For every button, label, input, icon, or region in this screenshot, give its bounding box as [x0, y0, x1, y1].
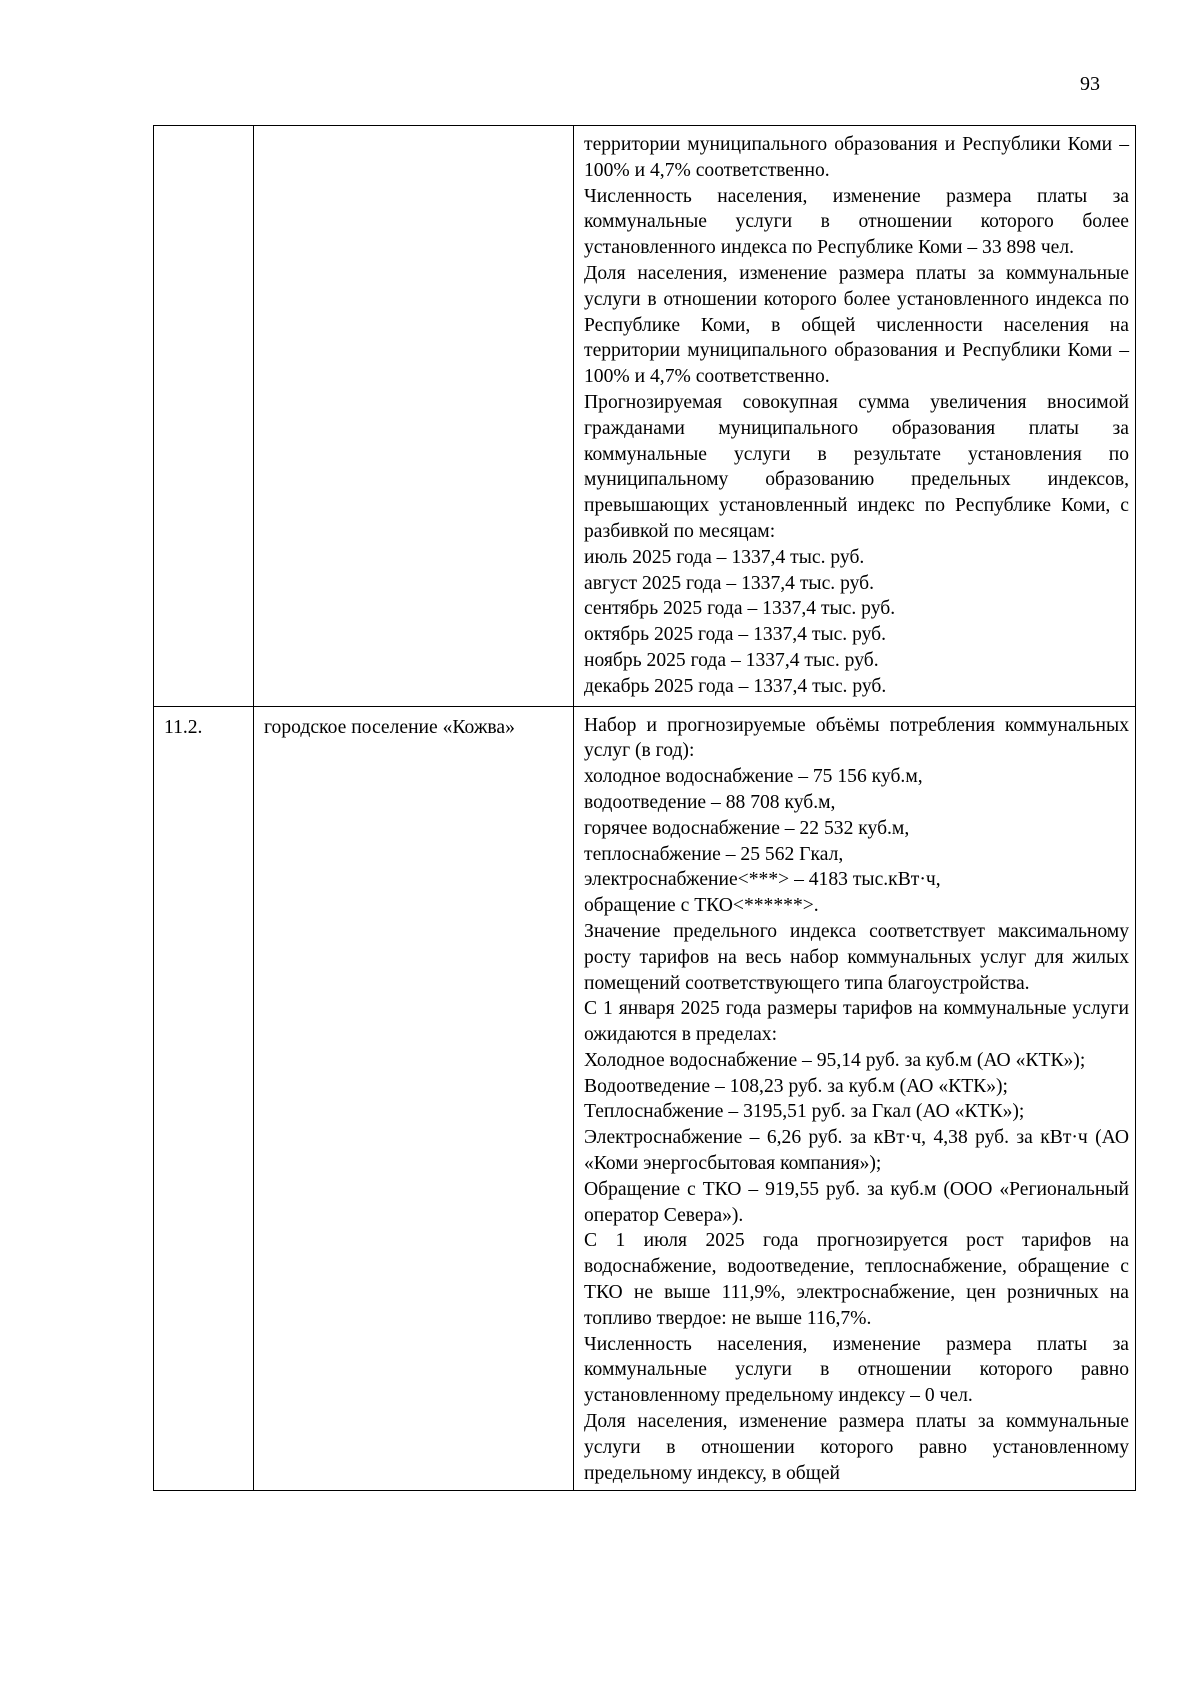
tariff-line: Обращение с ТКО – 919,55 руб. за куб.м (ООО «Региональный оператор Севера»). — [584, 1178, 1129, 1226]
month-amount-line: август 2025 года – 1337,4 тыс. руб. — [584, 572, 875, 594]
paragraph: С 1 июля 2025 года прогнозируется рост тарифов на водоснабжение, водоотведение, теплоснабжение, обращение с ТКО не выше 111,9%, электроснабжение, цен розничных на топливо твердое: не выше 116,7%. — [584, 1230, 1129, 1329]
consumption-line: холодное водоснабжение – 75 156 куб.м, — [584, 766, 923, 788]
month-amount-line: октябрь 2025 года – 1337,4 тыс. руб. — [584, 624, 887, 646]
paragraph: Доля населения, изменение размера платы за коммунальные услуги в отношении которого равно установленному предельному индексу, в общей — [584, 1411, 1129, 1484]
municipality-name-cell: городское поселение «Кожва» — [254, 706, 574, 1491]
paragraph: Численность населения, изменение размера платы за коммунальные услуги в отношении которого равно установленному предельному индексу – 0 чел. — [584, 1333, 1129, 1407]
description-cell — [574, 706, 1136, 1491]
tariff-line: Водоотведение – 108,23 руб. за куб.м (АО «КТК»); — [584, 1075, 1008, 1097]
month-amount-line: ноябрь 2025 года – 1337,4 тыс. руб. — [584, 649, 879, 671]
row-number-cell: 11.2. — [154, 706, 254, 1491]
paragraph: Прогнозируемая совокупная сумма увеличения вносимой гражданами муниципального образования платы за коммунальные услуги в результате установления по муниципальному образованию предельных индексов, превышающих установленный индекс по Республике Коми, с разбивкой по месяцам: — [584, 391, 1129, 542]
tariff-line: Холодное водоснабжение – 95,14 руб. за куб.м (АО «КТК»); — [584, 1049, 1086, 1071]
paragraph: С 1 января 2025 года размеры тарифов на коммунальные услуги ожидаются в пределах: — [584, 998, 1129, 1046]
paragraph: Численность населения, изменение размера платы за коммунальные услуги в отношении которого более установленного индекса по Республике Коми – 33 898 чел. — [584, 185, 1129, 259]
paragraph: Доля населения, изменение размера платы за коммунальные услуги в отношении которого более установленного индекса по Республике Коми, в общей численности населения на территории муниципального образования и Республики Коми – 100% и 4,7% соответственно. — [584, 262, 1129, 388]
page-number: 93 — [1080, 73, 1100, 95]
paragraph: территории муниципального образования и Республики Коми – 100% и 4,7% соответственно. — [584, 134, 1129, 181]
paragraph: Набор и прогнозируемые объёмы потребления коммунальных услуг (в год): — [584, 714, 1129, 762]
indices-table — [153, 125, 1136, 1491]
tariff-line: Теплоснабжение – 3195,51 руб. за Гкал (АО «КТК»); — [584, 1101, 1025, 1123]
description-cell — [574, 126, 1136, 707]
consumption-line: обращение с ТКО<******>. — [584, 895, 819, 917]
tariff-line: Электроснабжение – 6,26 руб. за кВт·ч, 4,38 руб. за кВт·ч (АО «Коми энергосбытовая компания»); — [584, 1127, 1129, 1175]
month-amount-line: июль 2025 года – 1337,4 тыс. руб. — [584, 546, 865, 568]
consumption-line: водоотведение – 88 708 куб.м, — [584, 791, 836, 813]
paragraph: Значение предельного индекса соответствует максимальному росту тарифов на весь набор коммунальных услуг для жилых помещений соответствующего типа благоустройства. — [584, 920, 1129, 994]
table-row — [154, 126, 1136, 707]
consumption-line: электроснабжение<***> – 4183 тыс.кВт·ч, — [584, 869, 941, 891]
consumption-line: теплоснабжение – 25 562 Гкал, — [584, 843, 844, 865]
month-amount-line: сентябрь 2025 года – 1337,4 тыс. руб. — [584, 598, 896, 620]
table-row — [154, 706, 1136, 1491]
month-amount-line: декабрь 2025 года – 1337,4 тыс. руб. — [584, 675, 887, 697]
municipality-name-cell — [254, 126, 574, 707]
row-number-cell — [154, 126, 254, 707]
consumption-line: горячее водоснабжение – 22 532 куб.м, — [584, 817, 910, 839]
